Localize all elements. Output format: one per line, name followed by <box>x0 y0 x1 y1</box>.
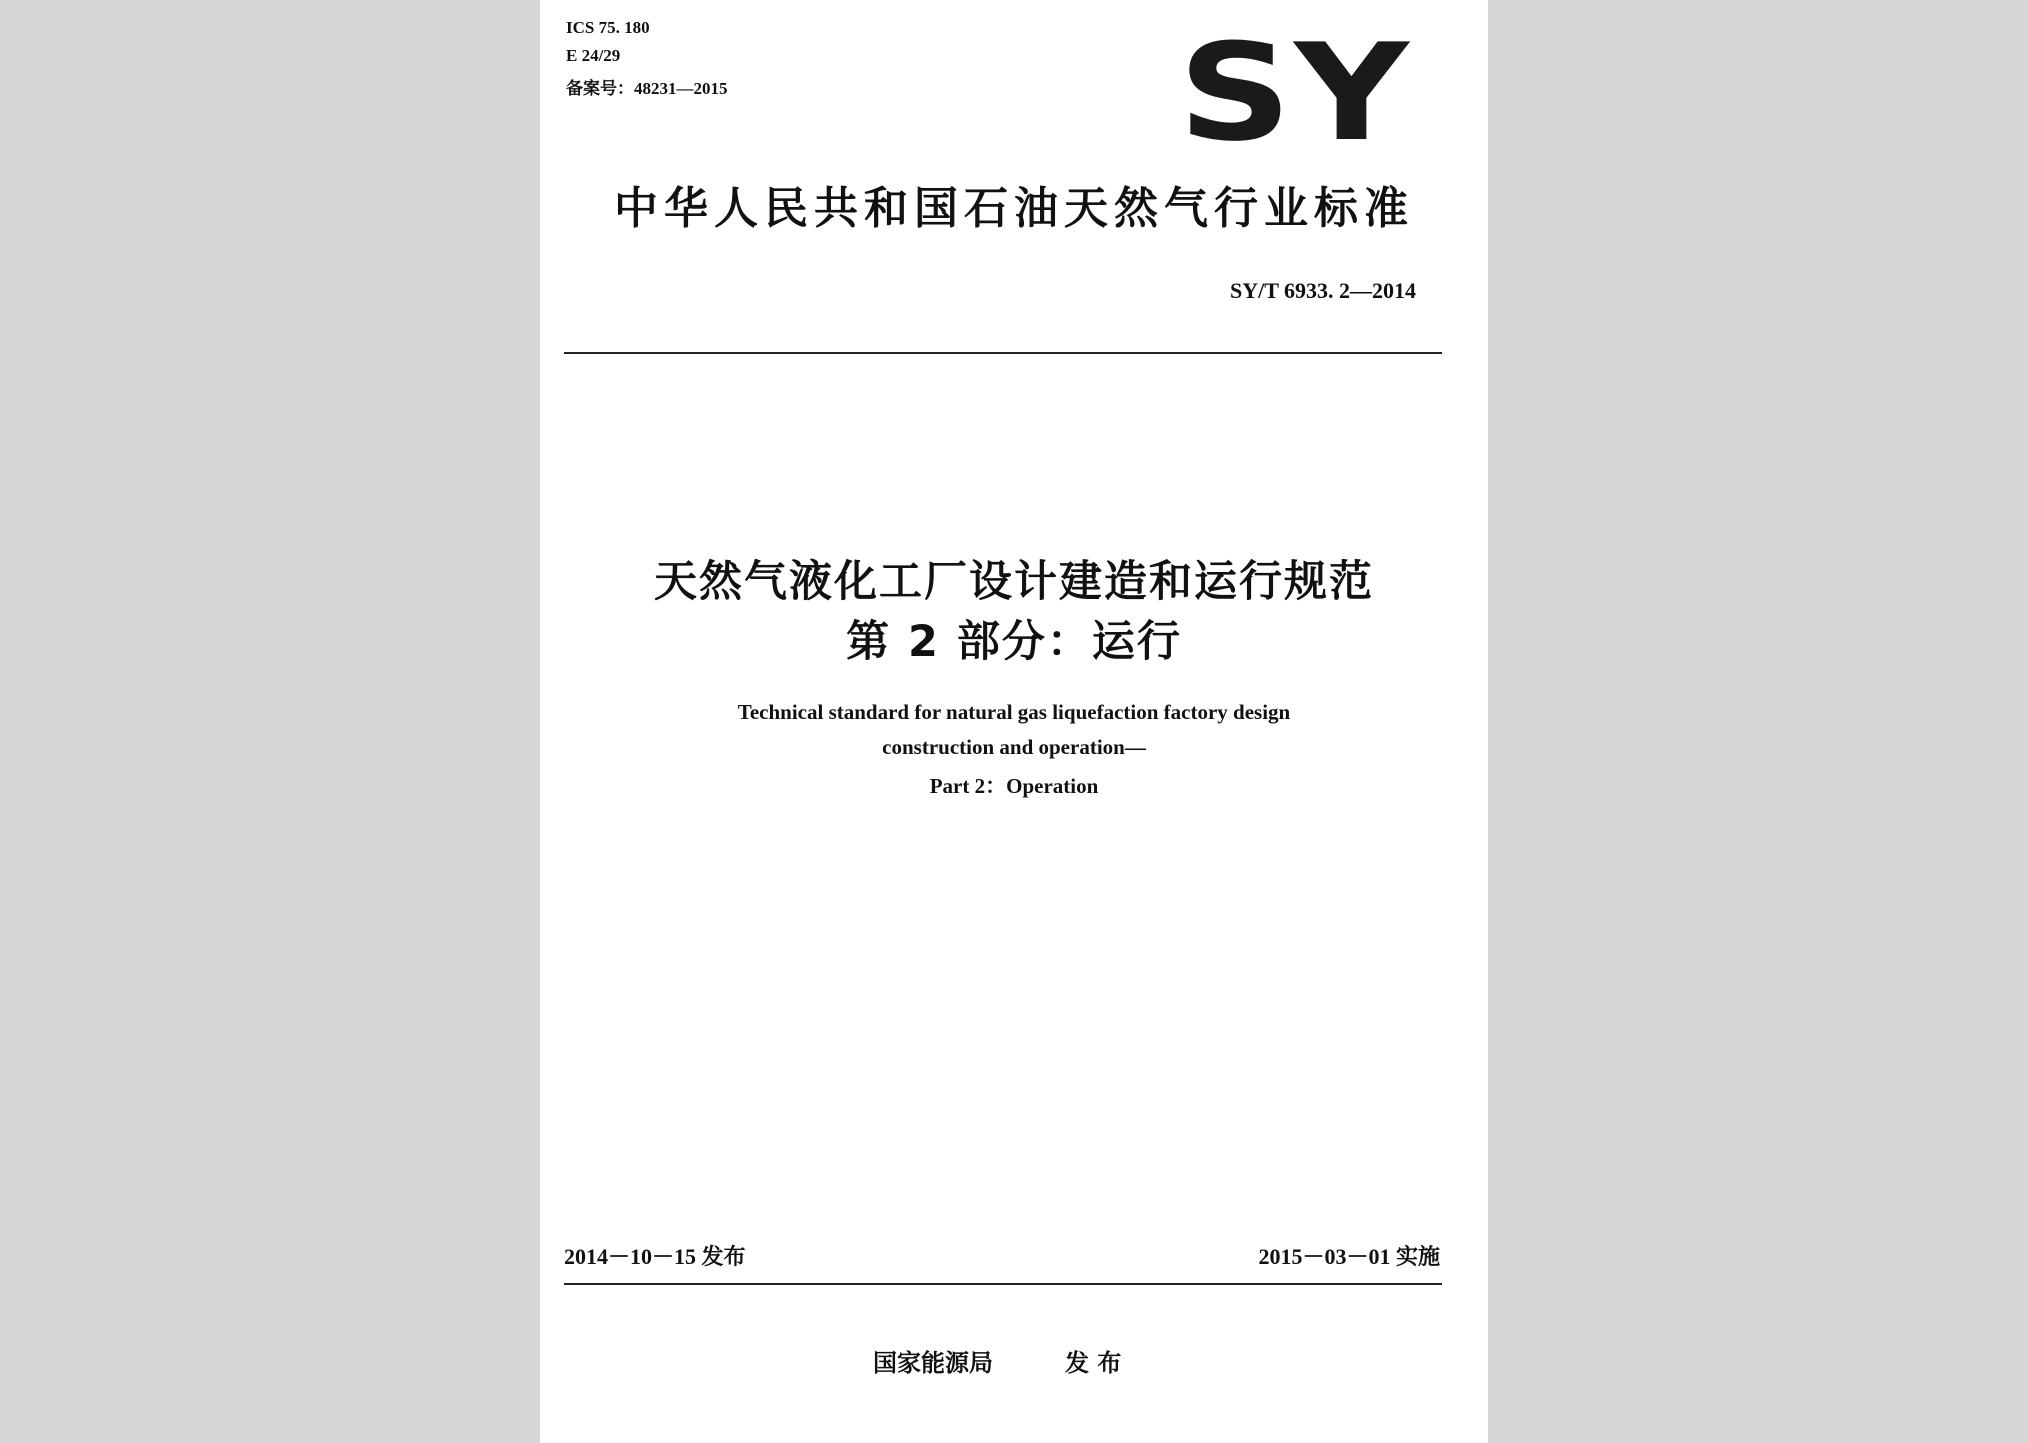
title-en-line1: Technical standard for natural gas liquefaction factory design <box>737 700 1291 724</box>
publisher-name: 国家能源局 <box>873 1349 993 1377</box>
record-number: 备案号：48231—2015 <box>566 79 728 98</box>
title-zh-line1: 天然气液化工厂设计建造和运行规范 <box>654 557 1374 607</box>
bottom-divider <box>564 1283 1442 1285</box>
standard-number: SY/T 6933. 2—2014 <box>1229 278 1416 303</box>
publisher-action: 发 布 <box>1065 1349 1122 1377</box>
top-divider <box>564 352 1442 354</box>
org-title: 中华人民共和国石油天然气行业标准 <box>614 183 1414 234</box>
implementation-date: 2015－03－01 实施 <box>1258 1244 1440 1269</box>
title-zh-line2: 第 2 部分：运行 <box>846 617 1182 667</box>
ccs-code: E 24/29 <box>566 46 621 65</box>
document-page <box>540 0 1488 1443</box>
title-en-line2: construction and operation— <box>882 735 1146 759</box>
ics-code: ICS 75. 180 <box>566 18 650 37</box>
title-en-line3: Part 2：Operation <box>929 774 1099 798</box>
sy-logo: SY <box>1178 15 1412 171</box>
issue-date: 2014－10－15 发布 <box>564 1244 746 1269</box>
